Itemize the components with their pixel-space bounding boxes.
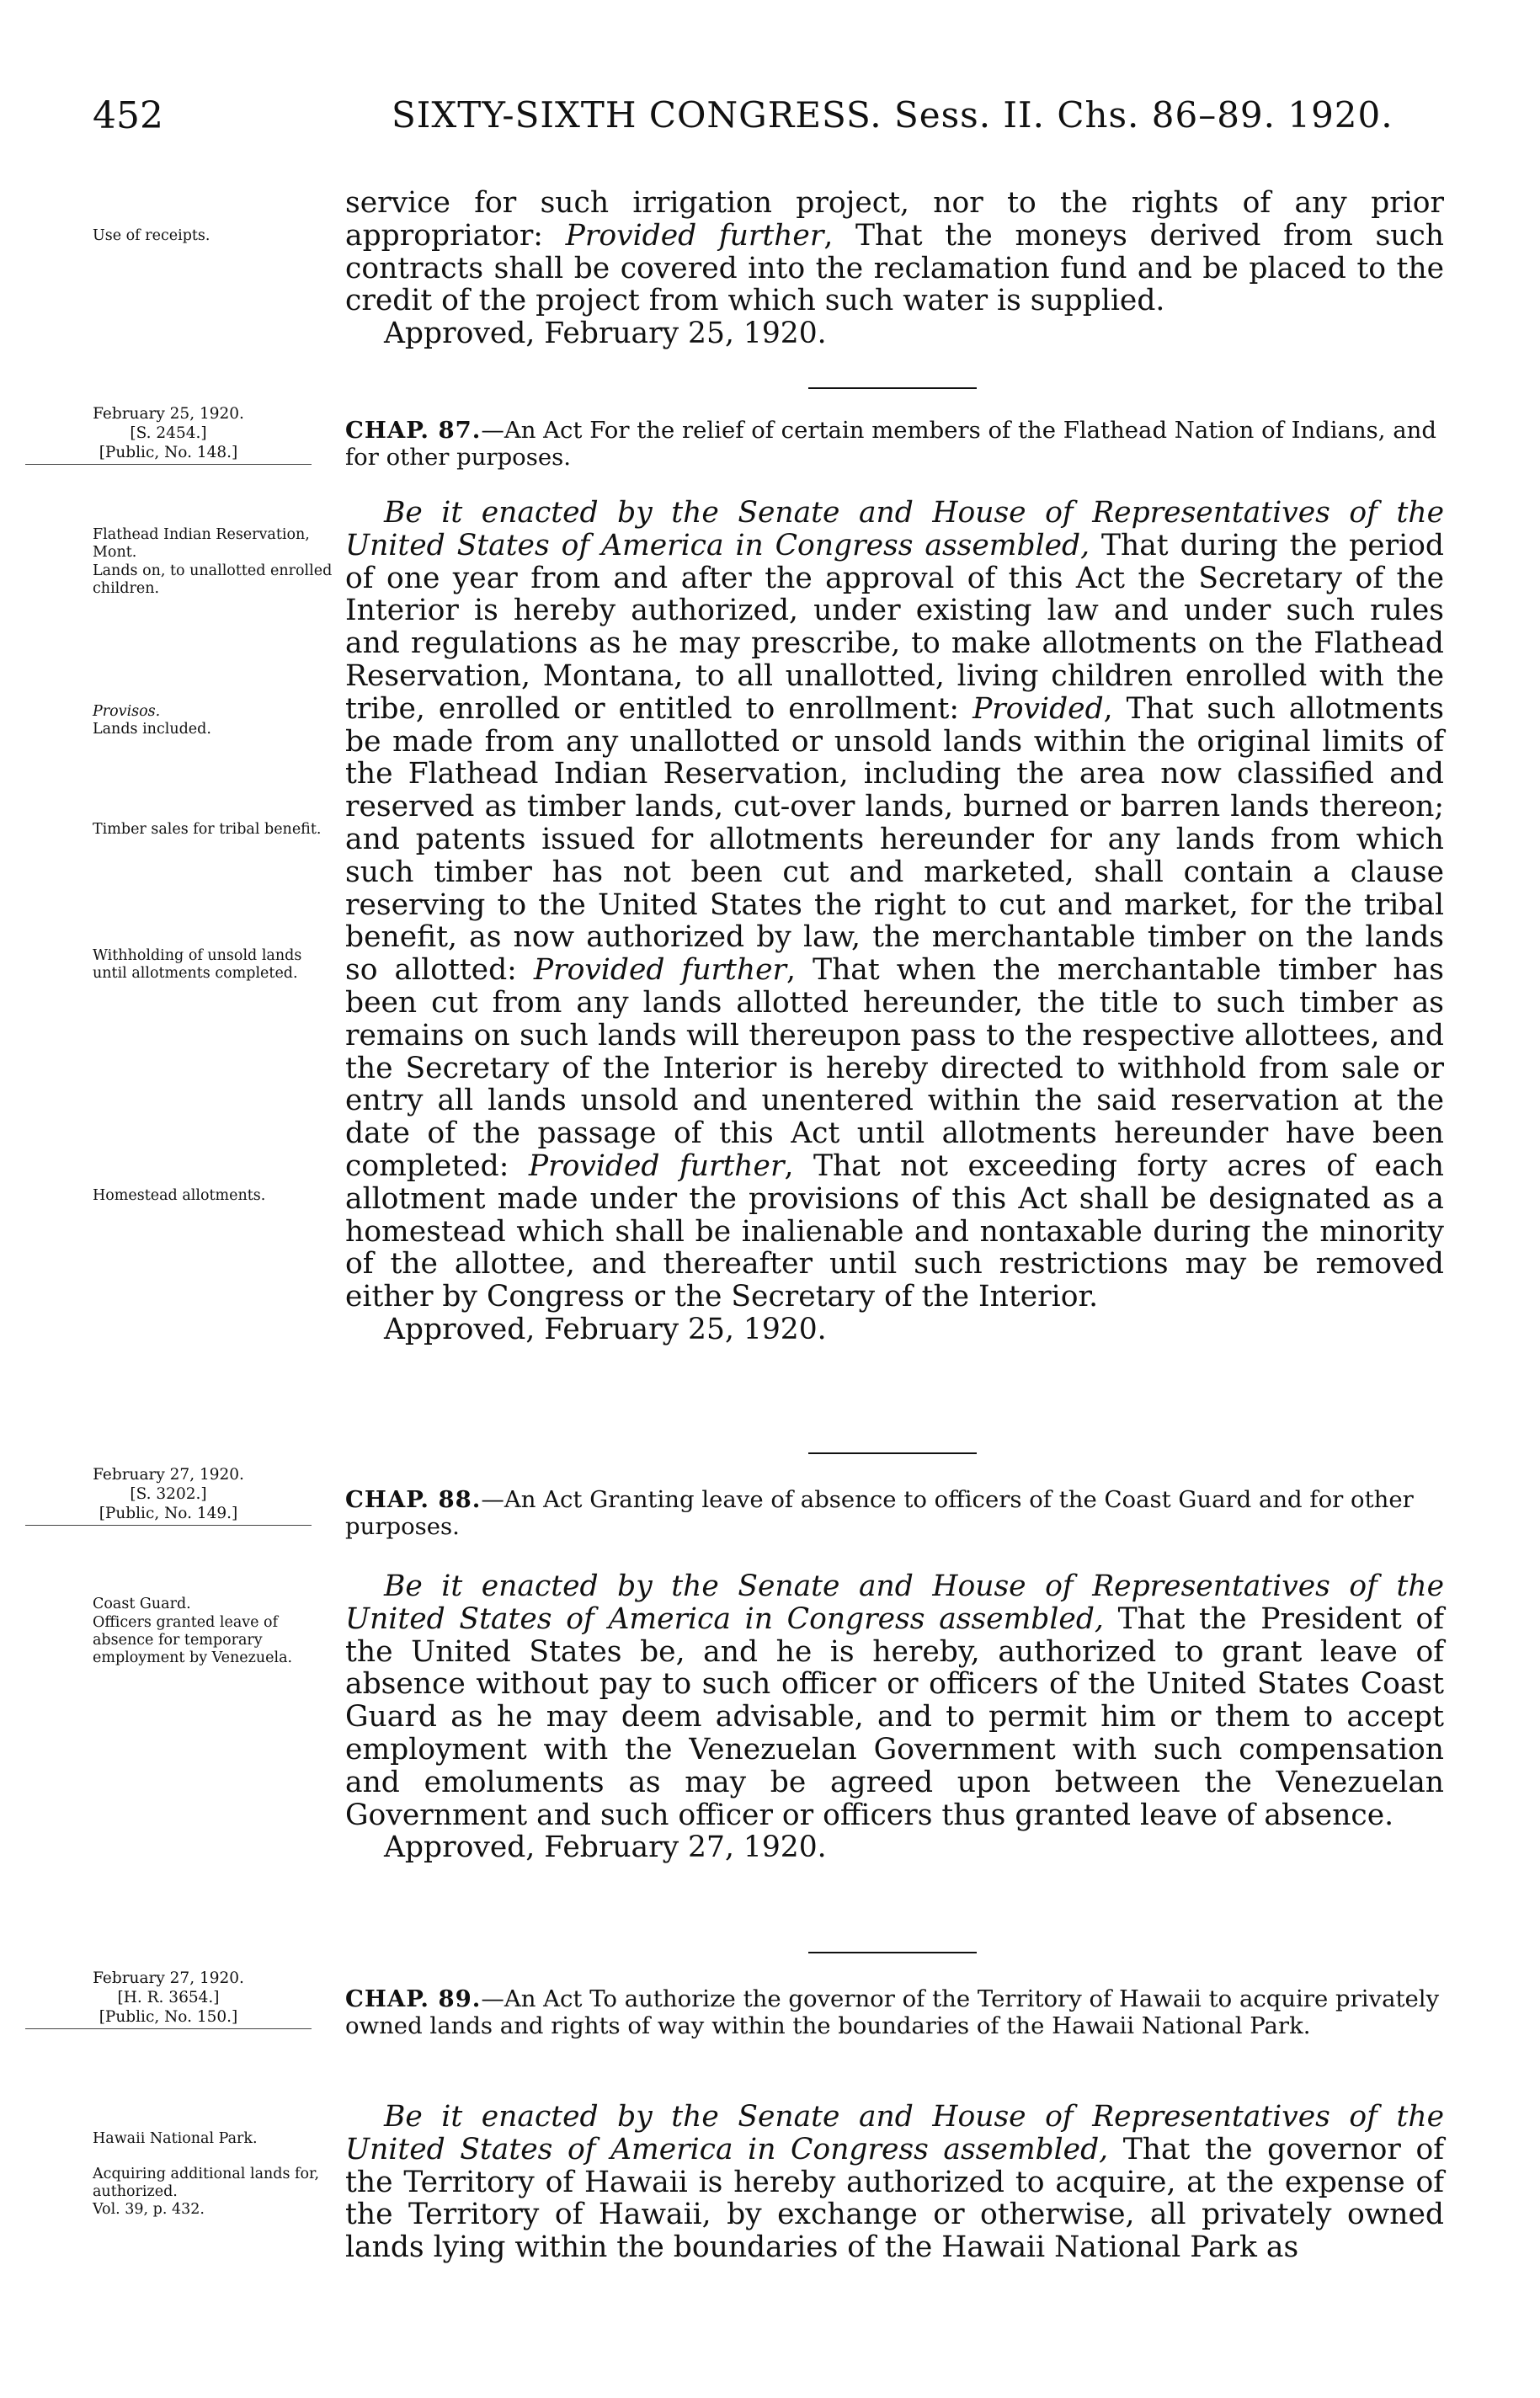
chapter-88-body (345, 1570, 1444, 1864)
margin-note: Lands included. (93, 721, 211, 738)
margin-note: Timber sales for tribal benefit. (93, 821, 322, 838)
page-number: 452 (93, 94, 163, 137)
section-divider (808, 387, 977, 389)
public-law-number: [Public, No. 148.] (25, 443, 312, 465)
continuation-paragraph: service for such irrigation project, nor to the rights of any prior appropriator: Provided further, That the moneys derived from such contracts shall be covered into the reclamation fund and be placed to the credit of the project from which such water is supplied. (345, 186, 1445, 318)
enacting-paragraph (345, 1570, 1444, 1831)
public-law-number: [Public, No. 149.] (25, 1504, 312, 1526)
chapter-label: CHAP. 88. (345, 1486, 482, 1513)
margin-note: Lands on, to unallotted enrolled children. (93, 562, 333, 597)
chapter-87-body (345, 497, 1444, 1346)
enacting-clause: Be it enacted by the Senate and House of Representatives of the United States of America in Congress assembled, (345, 2100, 1444, 2166)
enacting-paragraph (345, 2101, 1444, 2264)
continuation-text (345, 187, 1444, 350)
enactment-date: February 25, 1920. (93, 405, 244, 423)
approved-line: Approved, February 27, 1920. (384, 1830, 827, 1865)
margin-note: Vol. 39, p. 432. (93, 2201, 205, 2218)
margin-note: Withholding of unsold lands until allotments completed. (93, 947, 302, 982)
chapter-88-date-block (25, 1465, 312, 1526)
section-divider (808, 1452, 977, 1454)
enactment-date: February 27, 1920. (93, 1466, 244, 1484)
proviso-keyword: Provided further (565, 218, 824, 253)
body-text: That the President of the United States be, and he is hereby, authorized to grant leave of absence without pay to such officer or officers of the United States Coast Guard as he may deem advisable, and to permit him or them to accept employment with the Venezuelan Government with such compensation and emoluments as may be agreed upon between the Venezuelan Government and such officer or officers thus granted leave of absence. (345, 1601, 1444, 1832)
chapter-title: —An Act To authorize the governor of the Territory of Hawaii to acquire privately owned lands and rights of way within the boundaries of the Hawaii National Park. (345, 1985, 1440, 2039)
body-text: That during the period of one year from and after the approval of this Act the Secretary of the Interior is hereby authorized, under existing law and under such rules and regulations as he may prescribe, to make allotments on the Flathead Reservation, Montana, to all unallotted, living children enrolled with the tribe, enrolled or entitled to enrollment: Provided, That such allotments be made from any unallotted or unsold lands within the original limits of the Flathead Indian Reservation, including the area now classified and reserved as timber lands, cut-over lands, burned or barren lands thereon; and patents issued for allotments hereunder for any lands from which such timber has not been cut and marketed, shall contain a clause reserving to the United States the right to cut and market, for the tribal benefit, as now authorized by law, the merchantable timber on the lands so allotted: Provided further, That when the merchantable timber has been cut from any lands allotted hereunder, the title to such timber as remains on such lands will thereupon pass to the respective allottees, and the Secretary of the Interior is hereby directed to withhold from sale or entry all lands unsold and unentered within the said reservation at the date of the passage of this Act until allotments hereunder have been completed: Provided further, That not exceeding forty acres of each allotment made under the provisions of this Act shall be designated as a homestead which shall be inalienable and nontaxable during the minority of the allottee, and thereafter until such restrictions may be removed either by Congress or the Secretary of the Interior. (345, 528, 1445, 1314)
enacting-clause: Be it enacted by the Senate and House of Representatives of the United States of America in Congress assembled, (345, 1569, 1444, 1636)
enacting-clause: Be it enacted by the Senate and House of Representatives of the United States of America in Congress assembled, (345, 496, 1444, 562)
section-divider (808, 1952, 977, 1953)
enacting-paragraph (345, 497, 1444, 1314)
chapter-label: CHAP. 87. (345, 417, 482, 444)
chapter-87-date-block (25, 404, 312, 465)
approved-line: Approved, February 25, 1920. (384, 1312, 827, 1346)
bill-number: [S. 2454.] (130, 424, 207, 442)
chapter-89-date-block (25, 1969, 312, 2029)
chapter-title: —An Act For the relief of certain members of the Flathead Nation of Indians, and for other purposes. (345, 417, 1436, 471)
margin-note: Acquiring additional lands for, authorized. (93, 2166, 320, 2200)
proviso-keyword: Provided (972, 691, 1104, 726)
running-head: SIXTY-SIXTH CONGRESS. Sess. II. Chs. 86–89. 1920. (392, 94, 1393, 136)
margin-note: Coast Guard. (93, 1596, 191, 1612)
page-header (93, 94, 1440, 162)
enactment-date: February 27, 1920. (93, 1969, 244, 1987)
proviso-keyword: Provided further (528, 1148, 785, 1183)
bill-number: [S. 3202.] (130, 1485, 207, 1503)
chapter-87-title (345, 417, 1444, 471)
margin-note: Hawaii National Park. (93, 2130, 258, 2147)
proviso-keyword: Provided further (533, 953, 787, 988)
chapter-89-title (345, 1985, 1444, 2039)
chapter-label: CHAP. 89. (345, 1985, 482, 2012)
chapter-88-title (345, 1486, 1444, 1540)
body-text: That the governor of the Territory of Hawaii is hereby authorized to acquire, at the expense of the Territory of Hawaii, by exchange or otherwise, all privately owned lands lying within the boundaries of the Hawaii National Park as (345, 2132, 1444, 2265)
statute-page: 452 SIXTY-SIXTH CONGRESS. Sess. II. Chs. 86–89. 1920. Use of receipts. service for such irrigation project, nor to the rights of any prior appropriator: Provided further, That the moneys derived from such contracts shall be covered into the reclamation fund and be placed to the credit of the project from which such water is supplied. Approved, February 25, 1920. February 25, 1920. [S. 2454.] [Public, No. 148.] CHAP. 87.—An Act For the relief of certain members of the Flathead Nation of Indians, and for other purposes. Flathead Indian Reservation, Mont. Lands on, to unallotted enrolled children. Provisos. Lands included. Timber sales for tribal benefit. Withholding of unsold lands until allotments completed. Homestead allotments. Be it enacted by the Senate and House of Representatives of the United States of America in Congress assembled, That during the period of one year from and after the approval of this Act the Secretary of the Interior is hereby authorized, under existing law and under such rules and regulations as he may prescribe, to make allotments on the Flathead Reservation, Montana, to all unallotted, living children enrolled with the tribe, enrolled or entitled to enrollment: Provided, That such allotments be made from any unallotted or unsold lands within the original limits of the Flathead Indian Reservation, including the area now classified and reserved as timber lands, cut-over lands, burned or barren lands thereon; and patents issued for allotments hereunder for any lands from which such timber has not been cut and marketed, shall contain a clause reserving to the United States the right to cut and market, for the tribal benefit, as now authorized by law, the merchantable timber on the lands so allotted: Provided further, That when the merchantable timber has been cut from any lands allotted hereunder, the title to such timber as remains on such lands will thereupon pass to the respective allottees, and the Secretary of the Interior is hereby directed to withhold from sale or entry all lands unsold and unentered within the said reservation at the date of the passage of this Act until allotments hereunder have been completed: Provided further, That not exceeding forty acres of each allotment made under the provisions of this Act shall be designated as a homestead which shall be inalienable and nontaxable during the minority of the allottee, and thereafter until such restrictions may be removed either by Congress or the Secretary of the Interior. Approved, February 25, 1920. February 27, 1920. [S. 3202.] [Public, No. 149.] CHAP. 88.—An Act Granting leave of absence to officers of the Coast Guard and for other purposes. Coast Guard. Officers granted leave of absence for temporary employment by Venezuela. Be it enacted by the Senate and House of Representatives of the United States of America in Congress assembled, That the President of the United States be, and he is hereby, authorized to grant leave of absence without pay to such officer or officers of the United States Coast Guard as he may deem advisable, and to permit him or them to accept employment with the Venezuelan Government with such compensation and emoluments as may be agreed upon between the Venezuelan Government and such officer or officers thus granted leave of absence. Approved, February 27, 1920. February 27, 1920. [H. R. 3654.] [Public, No. 150.] CHAP. 89.—An Act To authorize the governor of the Territory of Hawaii to acquire privately owned lands and rights of way within the boundaries of the Hawaii National Park. Hawaii National Park. Acquiring additional lands for, authorized. Vol. 39, p. 432. Be it enacted by the Senate and House of Representatives of the United States of America in Congress assembled, That the governor of the Territory of Hawaii is hereby authorized to acquire, at the expense of the Territory of Hawaii, by exchange or otherwise, all privately owned lands lying within the boundaries of the Hawaii National Park as (0, 0, 1540, 2398)
margin-note: Flathead Indian Reservation, Mont. (93, 526, 310, 561)
approved-line: Approved, February 25, 1920. (384, 317, 827, 351)
margin-note: Officers granted leave of absence for temporary employment by Venezuela. (93, 1614, 293, 1666)
chapter-89-body (345, 2101, 1444, 2264)
public-law-number: [Public, No. 150.] (25, 2007, 312, 2029)
margin-note: Homestead allotments. (93, 1187, 266, 1204)
bill-number: [H. R. 3654.] (117, 1989, 220, 2006)
chapter-title: —An Act Granting leave of absence to officers of the Coast Guard and for other purposes. (345, 1486, 1414, 1540)
margin-note-provisos: Provisos. (93, 703, 161, 720)
